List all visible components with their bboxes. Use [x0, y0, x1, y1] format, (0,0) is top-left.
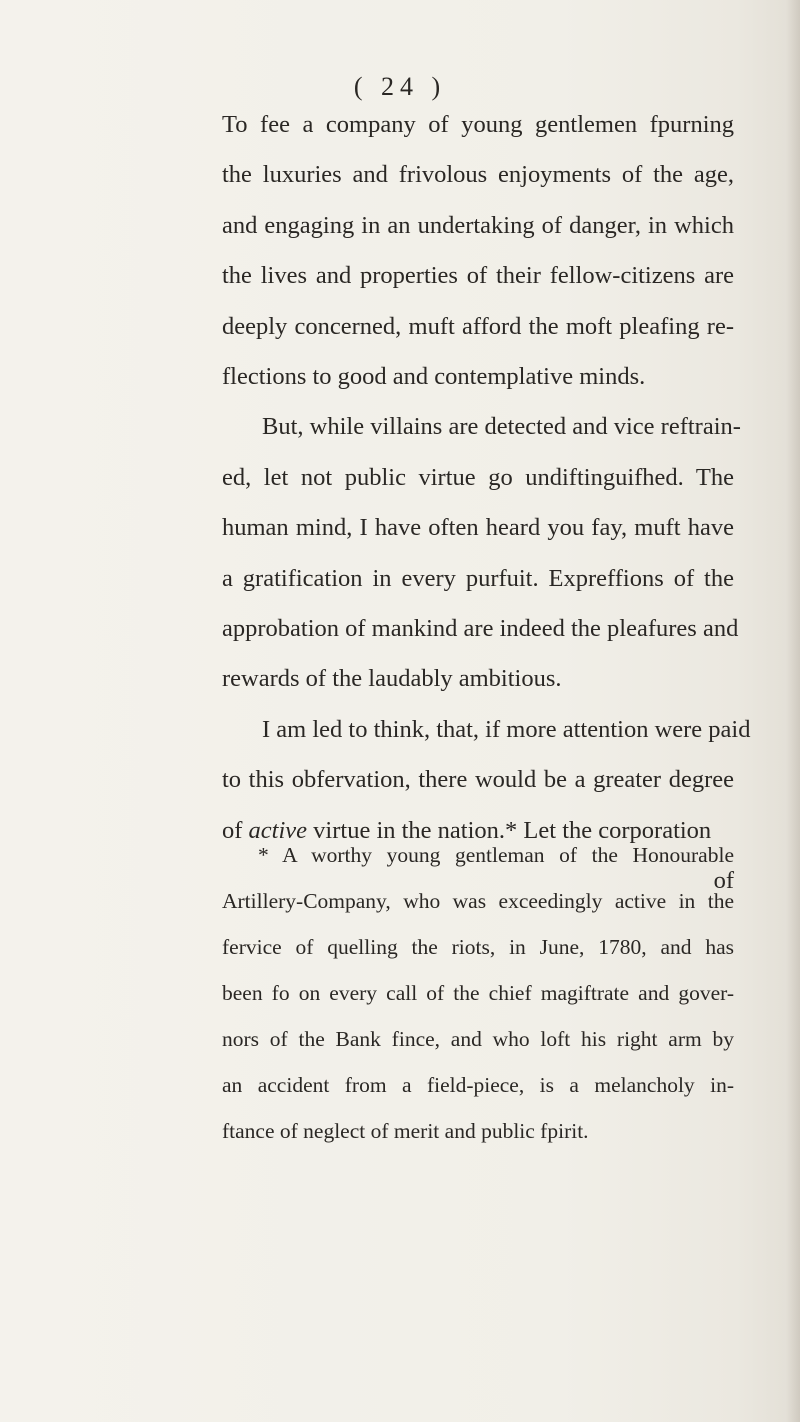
text-line: flections to good and contemplative minds. [222, 363, 646, 391]
page-edge-shadow [786, 0, 800, 1422]
text-segment: of [222, 816, 243, 844]
text-line: and engaging in an undertaking of danger, in which [222, 211, 734, 239]
text-line: I am led to think, that, if more attention were paid [262, 715, 751, 743]
footnote-line: an accident from a field-piece, is a melancholy in- [222, 1073, 734, 1097]
footnote [222, 832, 734, 1154]
text-line: rewards of the laudably ambitious. [222, 665, 562, 693]
footnote-line: ftance of neglect of merit and public fpirit. [222, 1119, 589, 1143]
text-segment: virtue in the nation.* Let the corporation [313, 816, 712, 844]
footnote-line: * A worthy young gentleman of the Honourable [258, 843, 734, 867]
footnote-line: Artillery-Company, who was exceedingly active in the [222, 889, 734, 913]
text-line: the luxuries and frivolous enjoyments of the age, [222, 161, 734, 189]
text-line: ed, let not public virtue go undiftinguifhed. The [222, 463, 734, 491]
footnote-line: nors of the Bank fince, and who loft his right arm by [222, 1027, 734, 1051]
text-line: a gratification in every purfuit. Expreffions of the [222, 564, 734, 592]
text-line: But, while villains are detected and vice reftrain- [262, 413, 741, 441]
italic-word: active [248, 816, 308, 844]
text-line: to this obfervation, there would be a greater degree [222, 766, 734, 794]
footnote-line: been fo on every call of the chief magiftrate and gover- [222, 981, 734, 1005]
main-text [222, 100, 751, 907]
text-line: approbation of mankind are indeed the pleafures and [222, 615, 739, 643]
text-line: the lives and properties of their fellow-citizens are [222, 262, 734, 290]
page-number: ( 24 ) [353, 72, 447, 101]
footnote-line: fervice of quelling the riots, in June, 1780, and has [222, 935, 734, 959]
text-line: To fee a company of young gentlemen fpurning [222, 111, 734, 138]
catchword: of [713, 867, 734, 895]
text-line: human mind, I have often heard you fay, muft have [222, 514, 734, 542]
text-line: deeply concerned, muft afford the moft pleafing re- [222, 312, 734, 340]
